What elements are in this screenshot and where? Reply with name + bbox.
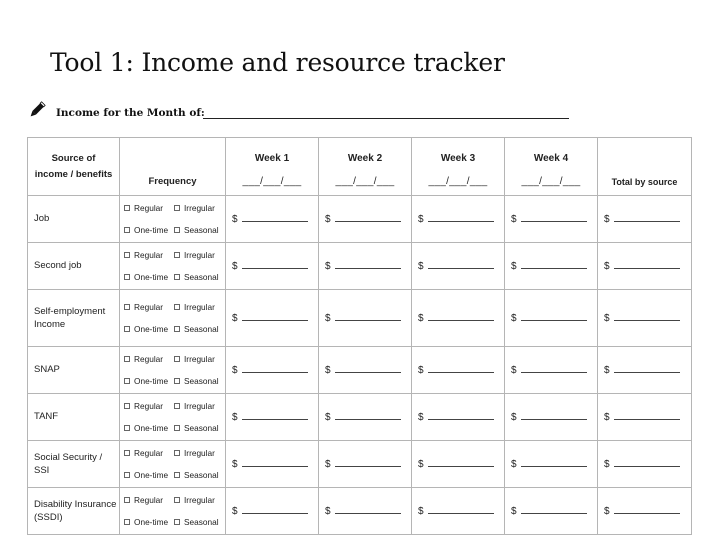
checkbox-regular[interactable] <box>124 304 130 310</box>
source-label: Second job <box>28 243 120 290</box>
week-date[interactable]: ___/___/___ <box>242 176 302 187</box>
source-label: Job <box>28 196 120 243</box>
checkbox-one-time[interactable] <box>124 472 130 478</box>
total-amount[interactable] <box>598 243 692 290</box>
checkbox-irregular[interactable] <box>174 252 180 258</box>
frequency-cell <box>120 347 226 394</box>
currency-symbol: $ <box>418 506 424 517</box>
income-row <box>28 290 692 347</box>
amount-input-line[interactable] <box>242 458 308 467</box>
checkbox-irregular[interactable] <box>174 356 180 362</box>
amount-input-line[interactable] <box>428 411 494 420</box>
week-4-amount[interactable] <box>505 394 598 441</box>
amount-input-line[interactable] <box>242 411 308 420</box>
source-label: Self-employment Income <box>28 290 120 347</box>
amount-input-line[interactable] <box>521 411 587 420</box>
option-label: Regular <box>134 250 164 260</box>
checkbox-irregular[interactable] <box>174 450 180 456</box>
option-irregular[interactable] <box>174 203 220 213</box>
option-label: Irregular <box>184 448 215 458</box>
option-label: Irregular <box>184 401 215 411</box>
week-3-amount[interactable] <box>412 243 505 290</box>
option-label: One-time <box>134 376 169 386</box>
option-one-time[interactable] <box>124 272 174 282</box>
header-source: Source of income / benefits <box>28 138 120 196</box>
income-row <box>28 196 692 243</box>
week-1-amount[interactable] <box>226 347 319 394</box>
week-label: Week 4 <box>533 153 569 164</box>
currency-symbol: $ <box>604 412 610 423</box>
income-row <box>28 488 692 535</box>
week-label: Week 1 <box>254 153 290 164</box>
week-label: Week 2 <box>347 153 383 164</box>
option-label: Seasonal <box>184 272 219 282</box>
total-amount[interactable] <box>598 196 692 243</box>
week-2-amount[interactable] <box>319 196 412 243</box>
month-input-line[interactable] <box>203 118 569 119</box>
header-frequency: Frequency <box>120 138 226 196</box>
option-one-time[interactable] <box>124 225 174 235</box>
option-regular[interactable] <box>124 302 174 312</box>
frequency-cell <box>120 441 226 488</box>
income-row <box>28 441 692 488</box>
currency-symbol: $ <box>511 214 517 225</box>
checkbox-one-time[interactable] <box>124 425 130 431</box>
amount-input-line[interactable] <box>614 458 680 467</box>
currency-symbol: $ <box>418 459 424 470</box>
currency-symbol: $ <box>418 261 424 272</box>
currency-symbol: $ <box>232 214 238 225</box>
week-2-amount[interactable] <box>319 394 412 441</box>
amount-input-line[interactable] <box>242 260 308 269</box>
total-amount[interactable] <box>598 394 692 441</box>
checkbox-seasonal[interactable] <box>174 472 180 478</box>
checkbox-irregular[interactable] <box>174 304 180 310</box>
option-regular[interactable] <box>124 203 174 213</box>
option-seasonal[interactable] <box>174 470 220 480</box>
checkbox-one-time[interactable] <box>124 519 130 525</box>
currency-symbol: $ <box>418 313 424 324</box>
option-label: Irregular <box>184 203 215 213</box>
checkbox-seasonal[interactable] <box>174 425 180 431</box>
frequency-cell <box>120 243 226 290</box>
week-3-amount[interactable] <box>412 488 505 535</box>
checkbox-regular[interactable] <box>124 205 130 211</box>
amount-input-line[interactable] <box>428 260 494 269</box>
currency-symbol: $ <box>418 214 424 225</box>
currency-symbol: $ <box>511 365 517 376</box>
week-date[interactable]: ___/___/___ <box>428 176 488 187</box>
currency-symbol: $ <box>418 365 424 376</box>
checkbox-one-time[interactable] <box>124 378 130 384</box>
week-2-amount[interactable] <box>319 290 412 347</box>
currency-symbol: $ <box>511 261 517 272</box>
option-one-time[interactable] <box>124 470 174 480</box>
amount-input-line[interactable] <box>614 260 680 269</box>
source-label: TANF <box>28 394 120 441</box>
week-3-amount[interactable] <box>412 394 505 441</box>
amount-input-line[interactable] <box>242 312 308 321</box>
amount-input-line[interactable] <box>614 505 680 514</box>
option-seasonal[interactable] <box>174 272 220 282</box>
total-amount[interactable] <box>598 488 692 535</box>
amount-input-line[interactable] <box>428 312 494 321</box>
income-tracker-table <box>27 137 692 535</box>
checkbox-seasonal[interactable] <box>174 227 180 233</box>
option-label: Irregular <box>184 495 215 505</box>
amount-input-line[interactable] <box>521 312 587 321</box>
currency-symbol: $ <box>232 261 238 272</box>
option-label: One-time <box>134 423 169 433</box>
currency-symbol: $ <box>511 313 517 324</box>
amount-input-line[interactable] <box>521 505 587 514</box>
currency-symbol: $ <box>604 506 610 517</box>
currency-symbol: $ <box>604 214 610 225</box>
currency-symbol: $ <box>232 459 238 470</box>
option-regular[interactable] <box>124 354 174 364</box>
option-label: One-time <box>134 225 169 235</box>
option-label: One-time <box>134 470 169 480</box>
option-regular[interactable] <box>124 401 174 411</box>
pencil-icon <box>27 100 47 120</box>
amount-input-line[interactable] <box>521 260 587 269</box>
option-label: Irregular <box>184 354 215 364</box>
checkbox-irregular[interactable] <box>174 403 180 409</box>
week-1-amount[interactable] <box>226 290 319 347</box>
frequency-cell <box>120 196 226 243</box>
header-row <box>28 138 692 196</box>
option-irregular[interactable] <box>174 354 220 364</box>
option-seasonal[interactable] <box>174 225 220 235</box>
option-label: One-time <box>134 272 169 282</box>
amount-input-line[interactable] <box>242 364 308 373</box>
week-3-amount[interactable] <box>412 347 505 394</box>
header-week-3 <box>412 138 505 196</box>
amount-input-line[interactable] <box>614 312 680 321</box>
checkbox-seasonal[interactable] <box>174 274 180 280</box>
currency-symbol: $ <box>325 459 331 470</box>
checkbox-seasonal[interactable] <box>174 519 180 525</box>
total-amount[interactable] <box>598 290 692 347</box>
option-irregular[interactable] <box>174 495 220 505</box>
currency-symbol: $ <box>232 412 238 423</box>
checkbox-seasonal[interactable] <box>174 326 180 332</box>
option-label: Seasonal <box>184 324 219 334</box>
frequency-cell <box>120 290 226 347</box>
option-label: Regular <box>134 495 164 505</box>
currency-symbol: $ <box>604 365 610 376</box>
week-2-amount[interactable] <box>319 243 412 290</box>
option-label: One-time <box>134 517 169 527</box>
amount-input-line[interactable] <box>614 213 680 222</box>
currency-symbol: $ <box>325 412 331 423</box>
amount-input-line[interactable] <box>428 213 494 222</box>
total-amount[interactable] <box>598 441 692 488</box>
week-1-amount[interactable] <box>226 243 319 290</box>
week-3-amount[interactable] <box>412 290 505 347</box>
week-4-amount[interactable] <box>505 290 598 347</box>
currency-symbol: $ <box>511 506 517 517</box>
checkbox-regular[interactable] <box>124 450 130 456</box>
checkbox-one-time[interactable] <box>124 274 130 280</box>
option-label: Regular <box>134 203 164 213</box>
income-row <box>28 394 692 441</box>
option-one-time[interactable] <box>124 324 174 334</box>
amount-input-line[interactable] <box>428 364 494 373</box>
option-label: Irregular <box>184 302 215 312</box>
amount-input-line[interactable] <box>335 260 401 269</box>
option-label: Seasonal <box>184 225 219 235</box>
checkbox-regular[interactable] <box>124 252 130 258</box>
week-3-amount[interactable] <box>412 196 505 243</box>
header-week-2 <box>319 138 412 196</box>
slide-title: Tool 1: Income and resource tracker <box>50 48 505 77</box>
amount-input-line[interactable] <box>521 213 587 222</box>
week-4-amount[interactable] <box>505 488 598 535</box>
source-label: SNAP <box>28 347 120 394</box>
week-2-amount[interactable] <box>319 488 412 535</box>
amount-input-line[interactable] <box>335 411 401 420</box>
week-1-amount[interactable] <box>226 488 319 535</box>
amount-input-line[interactable] <box>335 213 401 222</box>
week-1-amount[interactable] <box>226 196 319 243</box>
amount-input-line[interactable] <box>335 458 401 467</box>
checkbox-one-time[interactable] <box>124 227 130 233</box>
currency-symbol: $ <box>325 506 331 517</box>
currency-symbol: $ <box>418 412 424 423</box>
amount-input-line[interactable] <box>242 505 308 514</box>
week-4-amount[interactable] <box>505 347 598 394</box>
currency-symbol: $ <box>325 365 331 376</box>
option-one-time[interactable] <box>124 376 174 386</box>
currency-symbol: $ <box>511 459 517 470</box>
header-total: Total by source <box>598 138 692 196</box>
checkbox-regular[interactable] <box>124 356 130 362</box>
week-date[interactable]: ___/___/___ <box>521 176 581 187</box>
header-week-4 <box>505 138 598 196</box>
option-label: Seasonal <box>184 470 219 480</box>
amount-input-line[interactable] <box>335 364 401 373</box>
checkbox-irregular[interactable] <box>174 497 180 503</box>
checkbox-irregular[interactable] <box>174 205 180 211</box>
income-row <box>28 347 692 394</box>
week-4-amount[interactable] <box>505 243 598 290</box>
option-seasonal[interactable] <box>174 376 220 386</box>
option-label: Regular <box>134 354 164 364</box>
currency-symbol: $ <box>325 313 331 324</box>
amount-input-line[interactable] <box>521 364 587 373</box>
amount-input-line[interactable] <box>614 411 680 420</box>
checkbox-regular[interactable] <box>124 403 130 409</box>
option-regular[interactable] <box>124 250 174 260</box>
option-label: One-time <box>134 324 169 334</box>
checkbox-regular[interactable] <box>124 497 130 503</box>
amount-input-line[interactable] <box>428 458 494 467</box>
week-1-amount[interactable] <box>226 441 319 488</box>
currency-symbol: $ <box>325 261 331 272</box>
option-label: Seasonal <box>184 423 219 433</box>
amount-input-line[interactable] <box>521 458 587 467</box>
option-irregular[interactable] <box>174 250 220 260</box>
option-one-time[interactable] <box>124 517 174 527</box>
option-irregular[interactable] <box>174 448 220 458</box>
frequency-cell <box>120 488 226 535</box>
week-label: Week 3 <box>440 153 476 164</box>
currency-symbol: $ <box>232 506 238 517</box>
frequency-cell <box>120 394 226 441</box>
option-seasonal[interactable] <box>174 324 220 334</box>
option-label: Regular <box>134 302 164 312</box>
week-4-amount[interactable] <box>505 196 598 243</box>
option-irregular[interactable] <box>174 401 220 411</box>
amount-input-line[interactable] <box>428 505 494 514</box>
option-seasonal[interactable] <box>174 517 220 527</box>
currency-symbol: $ <box>511 412 517 423</box>
currency-symbol: $ <box>232 313 238 324</box>
checkbox-one-time[interactable] <box>124 326 130 332</box>
option-one-time[interactable] <box>124 423 174 433</box>
header-week-1 <box>226 138 319 196</box>
amount-input-line[interactable] <box>335 312 401 321</box>
currency-symbol: $ <box>604 313 610 324</box>
week-4-amount[interactable] <box>505 441 598 488</box>
option-label: Seasonal <box>184 376 219 386</box>
total-amount[interactable] <box>598 347 692 394</box>
month-label: Income for the Month of: <box>56 107 205 119</box>
source-label: Disability Insurance (SSDI) <box>28 488 120 535</box>
option-irregular[interactable] <box>174 302 220 312</box>
currency-symbol: $ <box>325 214 331 225</box>
week-date[interactable]: ___/___/___ <box>335 176 395 187</box>
amount-input-line[interactable] <box>242 213 308 222</box>
option-label: Seasonal <box>184 517 219 527</box>
income-row <box>28 243 692 290</box>
amount-input-line[interactable] <box>335 505 401 514</box>
option-label: Irregular <box>184 250 215 260</box>
currency-symbol: $ <box>604 459 610 470</box>
option-regular[interactable] <box>124 495 174 505</box>
option-regular[interactable] <box>124 448 174 458</box>
amount-input-line[interactable] <box>614 364 680 373</box>
option-label: Regular <box>134 401 164 411</box>
currency-symbol: $ <box>232 365 238 376</box>
week-3-amount[interactable] <box>412 441 505 488</box>
option-label: Regular <box>134 448 164 458</box>
week-1-amount[interactable] <box>226 394 319 441</box>
checkbox-seasonal[interactable] <box>174 378 180 384</box>
week-2-amount[interactable] <box>319 347 412 394</box>
currency-symbol: $ <box>604 261 610 272</box>
option-seasonal[interactable] <box>174 423 220 433</box>
source-label: Social Security / SSI <box>28 441 120 488</box>
week-2-amount[interactable] <box>319 441 412 488</box>
